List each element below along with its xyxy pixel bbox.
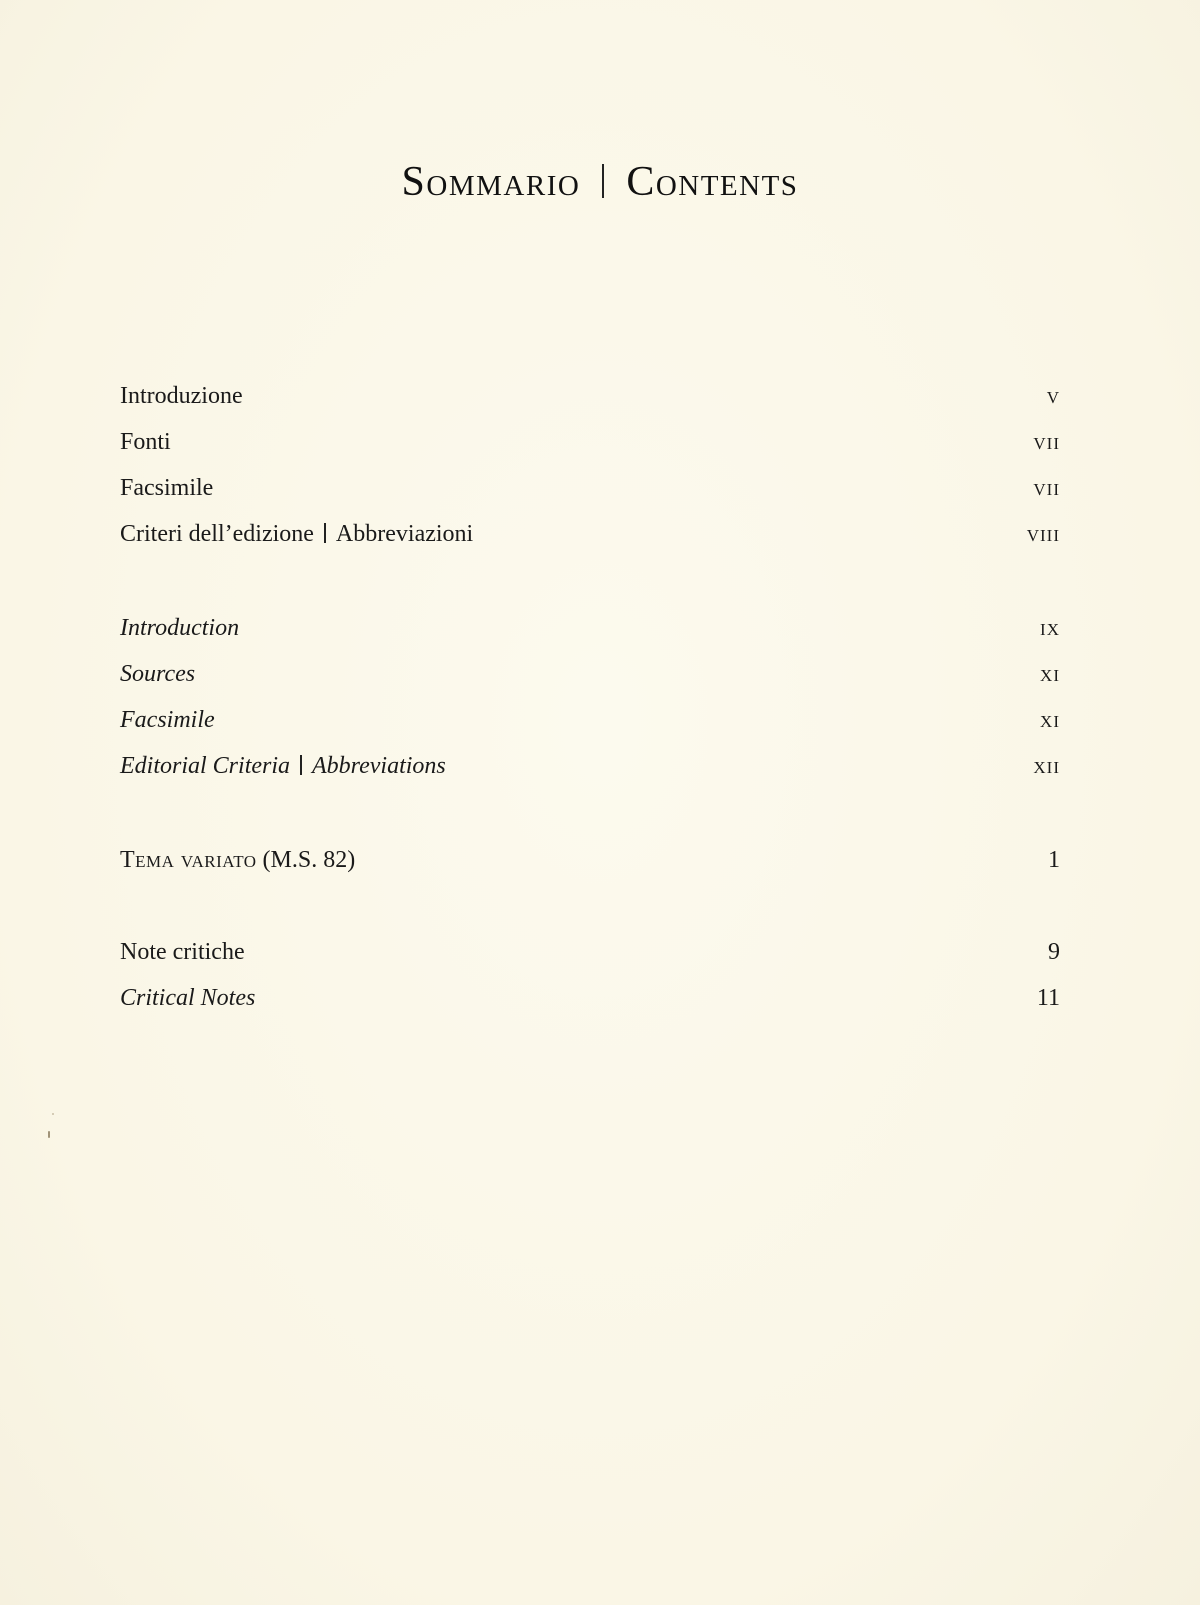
toc-entry-label: Facsimile [120, 707, 215, 733]
title-english: Contents [626, 159, 799, 205]
toc-entry-page: xii [1033, 753, 1060, 779]
toc-entry-page: xi [1040, 661, 1060, 687]
toc-entry-page: vii [1033, 475, 1060, 501]
toc-entry-facsimile-it[interactable] [120, 468, 1060, 508]
toc-entry-label-part: Abbreviazioni [335, 521, 474, 547]
toc-entry-note-critiche[interactable] [120, 932, 1060, 972]
toc-entry-label-part: Criteri dell’edizione [120, 521, 314, 547]
toc-entry-label: Introduction [120, 615, 240, 641]
paper-speck [48, 1131, 50, 1138]
toc-entry-facsimile-en[interactable] [120, 700, 1060, 740]
toc-entry-page: ix [1040, 615, 1060, 641]
toc-entry-label [120, 746, 446, 786]
toc-entry-page: viii [1026, 521, 1060, 547]
toc-entry-editorial-criteria[interactable] [120, 746, 1060, 786]
toc-entry-label-part: (M.S. 82) [262, 847, 356, 873]
toc-entry-label-part: Abbreviations [312, 753, 446, 779]
toc-entry-label: Introduzione [120, 383, 243, 409]
toc-entry-page: vii [1033, 429, 1060, 455]
toc-entry-label: Fonti [120, 429, 171, 455]
toc-entry-introduzione[interactable] [120, 376, 1060, 416]
toc-entry-page: 1 [1048, 847, 1060, 873]
toc-entry-critical-notes[interactable] [120, 978, 1060, 1018]
toc-entry-introduction[interactable] [120, 608, 1060, 648]
toc-entry-label: Note critiche [120, 939, 245, 965]
title-separator [602, 164, 604, 198]
paper-speck [52, 1113, 54, 1115]
toc-entry-page: xi [1040, 707, 1060, 733]
toc-entry-label [120, 840, 355, 880]
page-title [0, 158, 1200, 206]
toc-entry-page: 9 [1048, 939, 1060, 965]
title-italian: Sommario [401, 159, 581, 205]
toc-entry-criteri[interactable] [120, 514, 1060, 554]
toc-entry-label: Facsimile [120, 475, 214, 501]
toc-entry-label: Critical Notes [120, 985, 256, 1011]
toc-entry-fonti[interactable] [120, 422, 1060, 462]
toc-entry-tema-variato[interactable] [120, 840, 1060, 880]
label-separator [300, 755, 302, 775]
toc-entry-page: 11 [1036, 985, 1060, 1011]
label-separator [324, 523, 326, 543]
toc-entry-label [120, 514, 473, 554]
toc-entry-page: v [1046, 383, 1060, 409]
toc-entry-label-part: Tema variato [120, 847, 257, 873]
toc-entry-label-part: Editorial Criteria [120, 753, 291, 779]
toc-entry-sources[interactable] [120, 654, 1060, 694]
toc-entry-label: Sources [120, 661, 196, 687]
